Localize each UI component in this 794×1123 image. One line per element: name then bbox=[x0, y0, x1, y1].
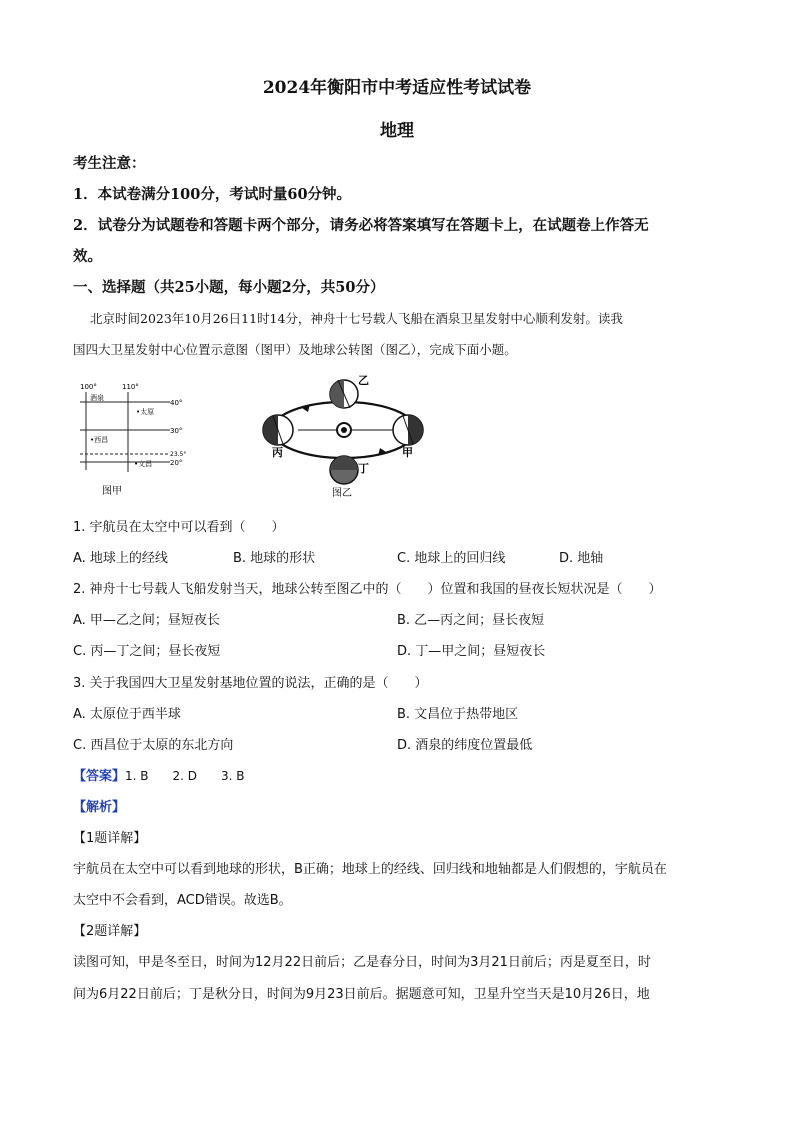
position-yi-label: 乙 bbox=[358, 374, 369, 387]
section-heading: 一、选择题（共25小题，每小题2分，共50分） bbox=[73, 279, 385, 296]
q2-detail-line-1: 读图可知，甲是冬至日，时间为12月22日前后；乙是春分日，时间为3月21日前后；丙是夏至日，时 bbox=[73, 955, 651, 970]
q2-option-b[interactable]: B. 乙—丙之间；昼长夜短 bbox=[397, 613, 545, 628]
city-taiyuan: •太原 bbox=[136, 408, 155, 416]
notice-item-2-line-2: 效。 bbox=[73, 248, 102, 265]
notice-heading: 考生注意： bbox=[73, 155, 146, 172]
lat-23-label: 23.5° bbox=[170, 451, 187, 458]
city-jiuquan: 酒泉 bbox=[90, 394, 104, 402]
question-1-stem: 1. 宇航员在太空中可以看到（ ） bbox=[73, 520, 285, 535]
figure-jia-caption: 图甲 bbox=[102, 486, 122, 497]
notice-item-2-line-1: 2．试卷分为试题卷和答题卡两个部分，请务必将答案填写在答题卡上，在试题卷上作答无 bbox=[73, 217, 649, 234]
answer-values: 1. B 2. D 3. B bbox=[125, 769, 245, 783]
question-3-stem: 3. 关于我国四大卫星发射基地位置的说法，正确的是（ ） bbox=[73, 676, 428, 691]
q1-option-b[interactable]: B. 地球的形状 bbox=[233, 551, 316, 566]
answer-label: 【答案】 bbox=[73, 769, 126, 784]
q2-option-d[interactable]: D. 丁—甲之间；昼短夜长 bbox=[397, 644, 546, 659]
position-ding-label: 丁 bbox=[358, 462, 369, 475]
position-bing-label: 丙 bbox=[272, 446, 283, 459]
q3-option-b[interactable]: B. 文昌位于热带地区 bbox=[397, 707, 519, 722]
q1-detail-label: 【1题详解】 bbox=[73, 831, 147, 846]
notice-item-1: 1．本试卷满分100分，考试时量60分钟。 bbox=[73, 186, 352, 203]
q2-detail-line-2: 间为6月22日前后；丁是秋分日，时间为9月23日前后。据题意可知，卫星升空当天是10月26日，地 bbox=[73, 987, 650, 1002]
intro-line-2: 国四大卫星发射中心位置示意图（图甲）及地球公转图（图乙），完成下面小题。 bbox=[73, 342, 517, 357]
q2-option-c[interactable]: C. 丙—丁之间；昼长夜短 bbox=[73, 644, 221, 659]
q1-option-d[interactable]: D. 地轴 bbox=[559, 551, 604, 566]
q1-option-a[interactable]: A. 地球上的经线 bbox=[73, 551, 168, 566]
lat-20-label: 20° bbox=[170, 459, 183, 467]
figure-jia-map bbox=[80, 380, 190, 500]
q1-detail-line-2: 太空中不会看到，ACD错误。故选B。 bbox=[73, 893, 292, 908]
intro-line-1: 北京时间2023年10月26日11时14分，神舟十七号载人飞船在酒泉卫星发射中心顺利发射。读我 bbox=[90, 311, 623, 326]
question-2-stem: 2. 神舟十七号载人飞船发射当天，地球公转至图乙中的（ ）位置和我国的昼夜长短状况是（ ） bbox=[73, 582, 662, 597]
q3-option-c[interactable]: C. 西昌位于太原的东北方向 bbox=[73, 738, 234, 753]
lat-30-label: 30° bbox=[170, 427, 183, 435]
q3-option-a[interactable]: A. 太原位于西半球 bbox=[73, 707, 181, 722]
subject-title: 地理 bbox=[380, 121, 414, 141]
q3-option-d[interactable]: D. 酒泉的纬度位置最低 bbox=[397, 738, 533, 753]
q2-detail-label: 【2题详解】 bbox=[73, 924, 147, 939]
lon-110-label: 110° bbox=[122, 383, 139, 391]
answer-row bbox=[73, 765, 245, 784]
figure-yi-orbit bbox=[258, 372, 438, 500]
city-xichang: •西昌 bbox=[90, 436, 109, 444]
q1-option-c[interactable]: C. 地球上的回归线 bbox=[397, 551, 506, 566]
analysis-label: 【解析】 bbox=[73, 800, 126, 815]
page-title: 2024年衡阳市中考适应性考试试卷 bbox=[262, 78, 532, 98]
position-jia-label: 甲 bbox=[402, 446, 413, 459]
q1-detail-line-1: 宇航员在太空中可以看到地球的形状，B正确；地球上的经线、回归线和地轴都是人们假想的，宇航员在 bbox=[73, 862, 667, 877]
city-wenchang: •文昌 bbox=[134, 460, 153, 468]
q2-option-a[interactable]: A. 甲—乙之间；昼短夜长 bbox=[73, 613, 220, 628]
lat-40-label: 40° bbox=[170, 399, 183, 407]
lon-100-label: 100° bbox=[80, 383, 97, 391]
figure-yi-caption: 图乙 bbox=[332, 488, 352, 499]
